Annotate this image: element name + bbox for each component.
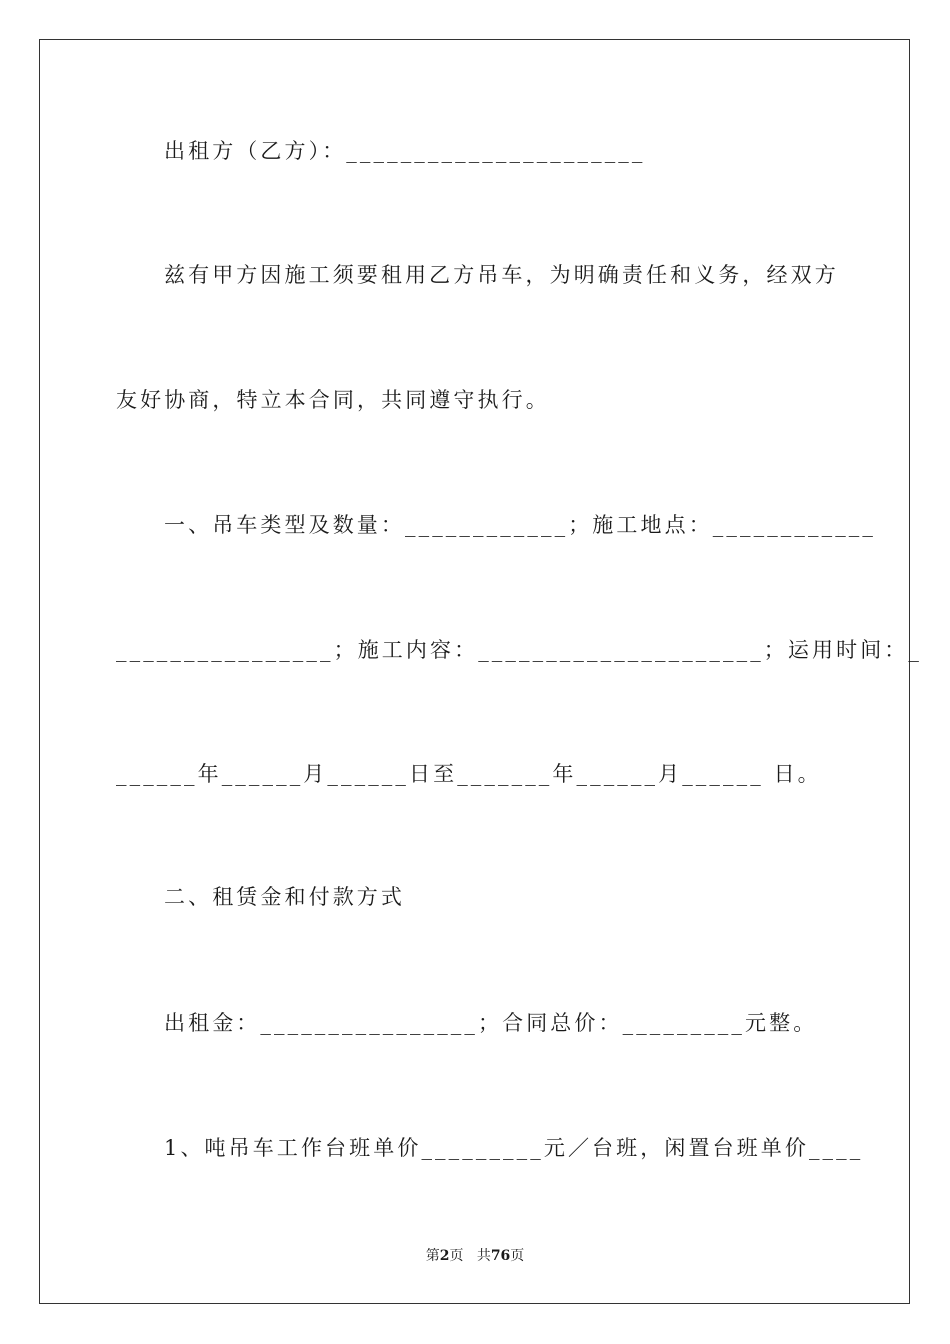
- page-footer: [0, 1246, 950, 1266]
- clause-1-line-1: 一、吊车类型及数量：____________；施工地点：____________: [164, 513, 876, 537]
- lessor-line: 出租方（乙方）：______________________: [164, 139, 646, 163]
- clause-1-line-3: ______年______月______日至_______年______月______ 日。: [116, 762, 822, 786]
- footer-page-suffix: 页: [449, 1248, 464, 1264]
- footer-total-number: 76: [490, 1248, 511, 1264]
- clause-1-line-2: ________________；施工内容：_____________________；运用时间：_: [116, 638, 922, 662]
- intro-line-2: 友好协商，特立本合同，共同遵守执行。: [116, 388, 550, 412]
- footer-total-suffix: 页: [510, 1248, 525, 1264]
- page-border: [39, 39, 910, 1304]
- intro-line-1: 兹有甲方因施工须要租用乙方吊车，为明确责任和义务，经双方: [164, 263, 839, 287]
- clause-2-heading: 二、租赁金和付款方式: [164, 885, 405, 909]
- footer-page-number: 2: [439, 1248, 450, 1264]
- footer-total-prefix: 共: [476, 1248, 491, 1264]
- rent-line: 出租金：________________；合同总价：_________元整。: [164, 1011, 818, 1035]
- unit-price-line: 1、吨吊车工作台班单价_________元／台班，闲置台班单价____: [164, 1136, 864, 1160]
- footer-page-prefix: 第: [425, 1248, 440, 1264]
